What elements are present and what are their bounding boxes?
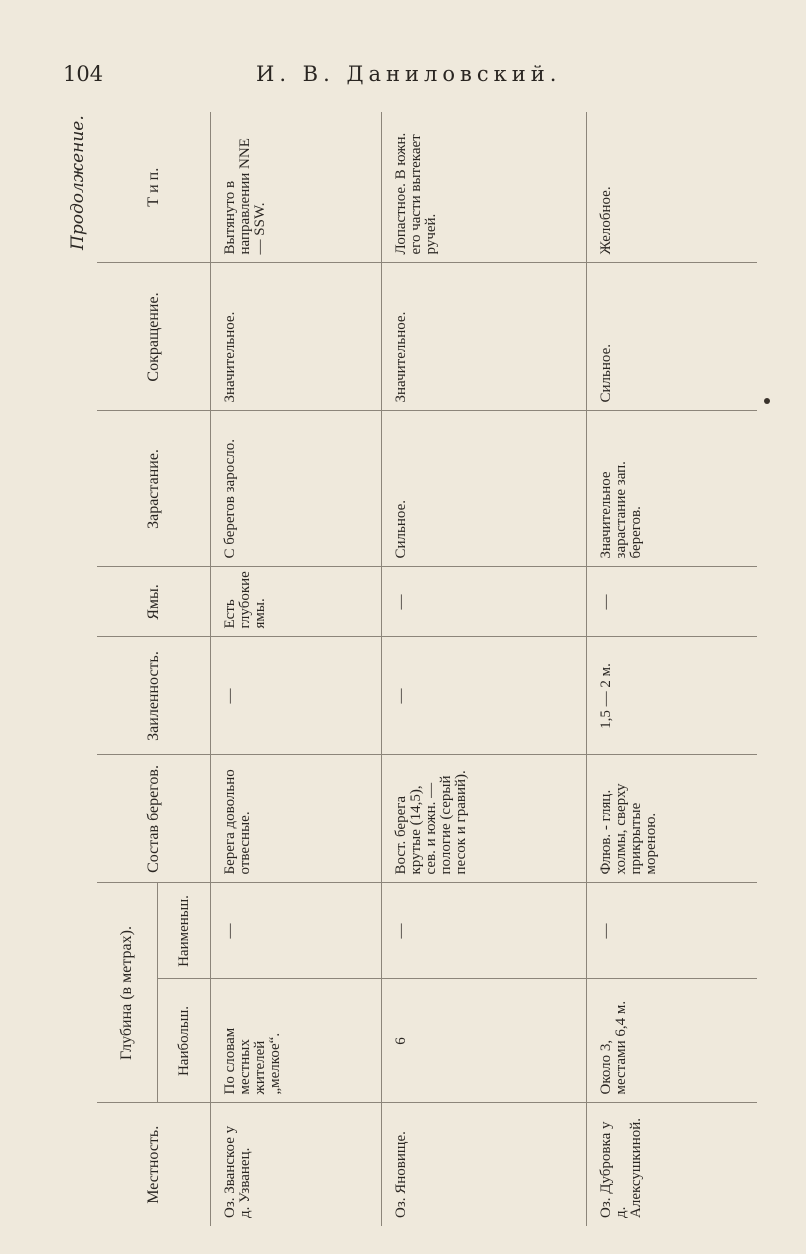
cell-shores: Флюв. - гляц. холмы, сверху прикрытые мореною. <box>587 755 757 883</box>
table-row <box>382 112 587 1226</box>
cell-locality: Оз. Званское у д. Узванец. <box>211 1103 382 1226</box>
header-depth-min: Наименьш. <box>158 883 211 979</box>
header-depth-max: Наибольш. <box>158 979 211 1103</box>
cell-shrinking: Значительное. <box>382 263 587 411</box>
cell-depth-min: — <box>587 883 757 979</box>
cell-overgrowth: Сильное. <box>382 411 587 567</box>
header-type: Т и п. <box>97 112 211 263</box>
cell-depth-min: — <box>211 883 382 979</box>
cell-silting: — <box>211 637 382 755</box>
continuation-label: Продолжение. <box>68 115 88 250</box>
cell-depth-max: 6 <box>382 979 587 1103</box>
ink-speck <box>764 398 770 404</box>
cell-type: Лопастное. В южн. его части вытекает ручей. <box>382 112 587 263</box>
cell-type: Желобное. <box>587 112 757 263</box>
cell-silting: 1,5 — 2 м. <box>587 637 757 755</box>
cell-overgrowth: С берегов заросло. <box>211 411 382 567</box>
cell-depth-max: По словам местных жителей „мелкое“. <box>211 979 382 1103</box>
header-locality: Местность. <box>97 1103 211 1226</box>
header-depth-group: Глубина (в метрах). <box>97 883 158 1103</box>
cell-shores: Вост. берега крутые (14,5), сев. и южн. — пологие (серый песок и гравий). <box>382 755 587 883</box>
lakes-table <box>97 112 757 1226</box>
cell-overgrowth: Значительное зарастание зап. берегов. <box>587 411 757 567</box>
cell-pits: Есть глубокие ямы. <box>211 567 382 637</box>
cell-locality: Оз. Яновище. <box>382 1103 587 1226</box>
table-row <box>211 112 382 1226</box>
header-pits: Ямы. <box>97 567 211 637</box>
table-row <box>587 112 757 1226</box>
cell-shrinking: Значительное. <box>211 263 382 411</box>
lakes-table-rotated <box>97 112 757 1226</box>
header-silting: Заиленность. <box>97 637 211 755</box>
cell-locality: Оз. Дубровка у д. Алексушкиной. <box>587 1103 757 1226</box>
cell-pits: — <box>382 567 587 637</box>
header-overgrowth: Зарастание. <box>97 411 211 567</box>
page-number: 104 <box>63 62 104 86</box>
cell-shores: Берега довольно отвесные. <box>211 755 382 883</box>
cell-shrinking: Сильное. <box>587 263 757 411</box>
cell-depth-min: — <box>382 883 587 979</box>
cell-type: Вытянуто в направлении NNE — SSW. <box>211 112 382 263</box>
header-shrinking: Сокращение. <box>97 263 211 411</box>
page-header <box>0 52 806 102</box>
cell-silting: — <box>382 637 587 755</box>
header-shores: Состав берегов. <box>97 755 211 883</box>
cell-pits: — <box>587 567 757 637</box>
running-title: И. В. Даниловский. <box>256 62 562 86</box>
cell-depth-max: Около 3, местами 6,4 м. <box>587 979 757 1103</box>
